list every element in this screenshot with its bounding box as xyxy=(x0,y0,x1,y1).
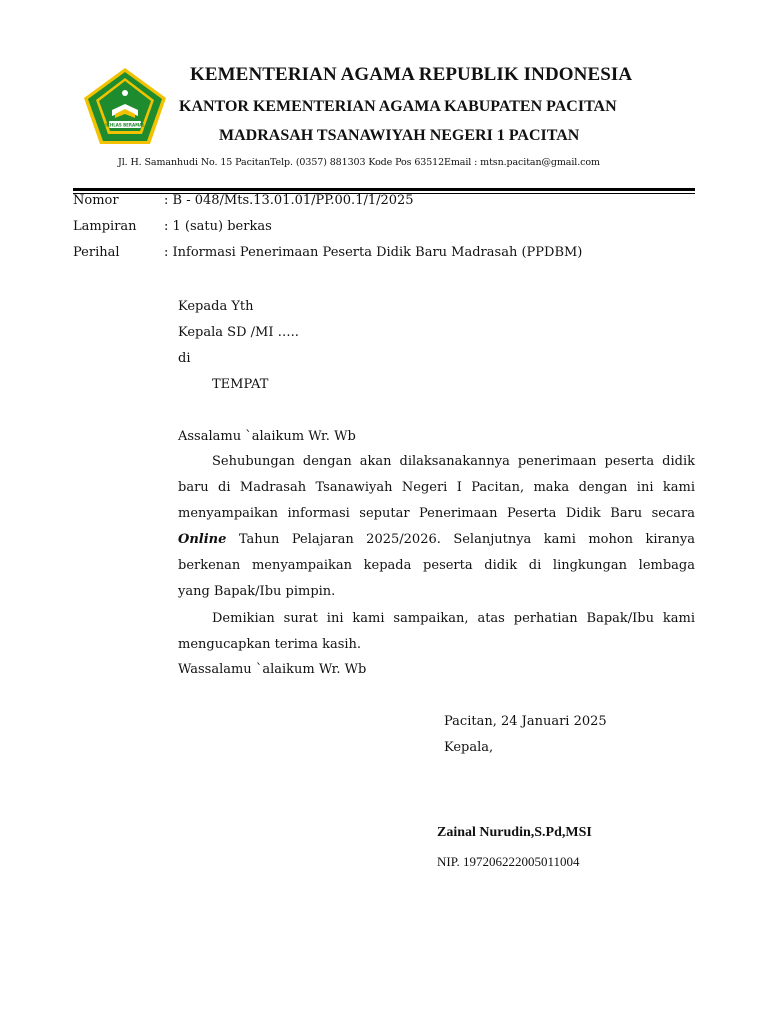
perihal-value: : Informasi Penerimaan Peserta Didik Baru Madrasah (PPDBM) xyxy=(164,245,583,260)
signer-nip: NIP. 197206222005011004 xyxy=(437,854,580,869)
perihal-label: Perihal xyxy=(73,245,120,260)
p1-line: berkenan menyampaikan kepada peserta didik di lingkungan lembaga xyxy=(178,558,695,573)
online-emphasis: Online xyxy=(178,532,227,547)
header-school: MADRASAH TSANAWIYAH NEGERI 1 PACITAN xyxy=(219,127,580,144)
p1-line: yang Bapak/Ibu pimpin. xyxy=(178,584,336,599)
p1-line: Online Tahun Pelajaran 2025/2026. Selanjutnya kami mohon kiranya xyxy=(178,532,695,547)
lampiran-value: : 1 (satu) berkas xyxy=(164,219,272,234)
header-address: Jl. H. Samanhudi No. 15 PacitanTelp. (0357) 881303 Kode Pos 63512Email : mtsn.pacitan@gmail.com xyxy=(118,157,600,168)
closing-salutation: Wassalamu `alaikum Wr. Wb xyxy=(178,662,367,677)
p2-line: mengucapkan terima kasih. xyxy=(178,637,362,652)
p1-line: menyampaikan informasi seputar Penerimaan Peserta Didik Baru secara xyxy=(178,506,695,521)
signer-name: Zainal Nurudin,S.Pd,MSI xyxy=(437,825,592,840)
greeting: Assalamu `alaikum Wr. Wb xyxy=(178,429,356,444)
recipient-line2: Kepala SD /MI ….. xyxy=(178,325,299,340)
p2-line: Demikian surat ini kami sampaikan, atas perhatian Bapak/Ibu kami xyxy=(212,611,695,626)
lampiran-label: Lampiran xyxy=(73,219,137,234)
recipient-line4: TEMPAT xyxy=(212,377,269,392)
p1-line: Sehubungan dengan akan dilaksanakannya penerimaan peserta didik xyxy=(212,454,695,469)
paragraph-1 xyxy=(178,449,695,605)
paragraph-2 xyxy=(178,606,695,658)
p1-line: baru di Madrasah Tsanawiyah Negeri I Pacitan, maka dengan ini kami xyxy=(178,480,695,495)
header-ministry: KEMENTERIAN AGAMA REPUBLIK INDONESIA xyxy=(190,64,633,85)
header-divider-thick xyxy=(73,188,695,191)
recipient-line3: di xyxy=(178,351,191,366)
recipient-line1: Kepada Yth xyxy=(178,299,254,314)
header-office: KANTOR KEMENTERIAN AGAMA KABUPATEN PACITAN xyxy=(179,98,617,115)
nomor-value: : B - 048/Mts.13.01.01/PP.00.1/1/2025 xyxy=(164,193,414,208)
nomor-label: Nomor xyxy=(73,193,119,208)
signer-title: Kepala, xyxy=(444,740,494,755)
logo-text: IKHLAS BERAMAL xyxy=(105,122,145,128)
kemenag-logo-icon xyxy=(82,66,168,146)
place-date: Pacitan, 24 Januari 2025 xyxy=(444,714,607,729)
